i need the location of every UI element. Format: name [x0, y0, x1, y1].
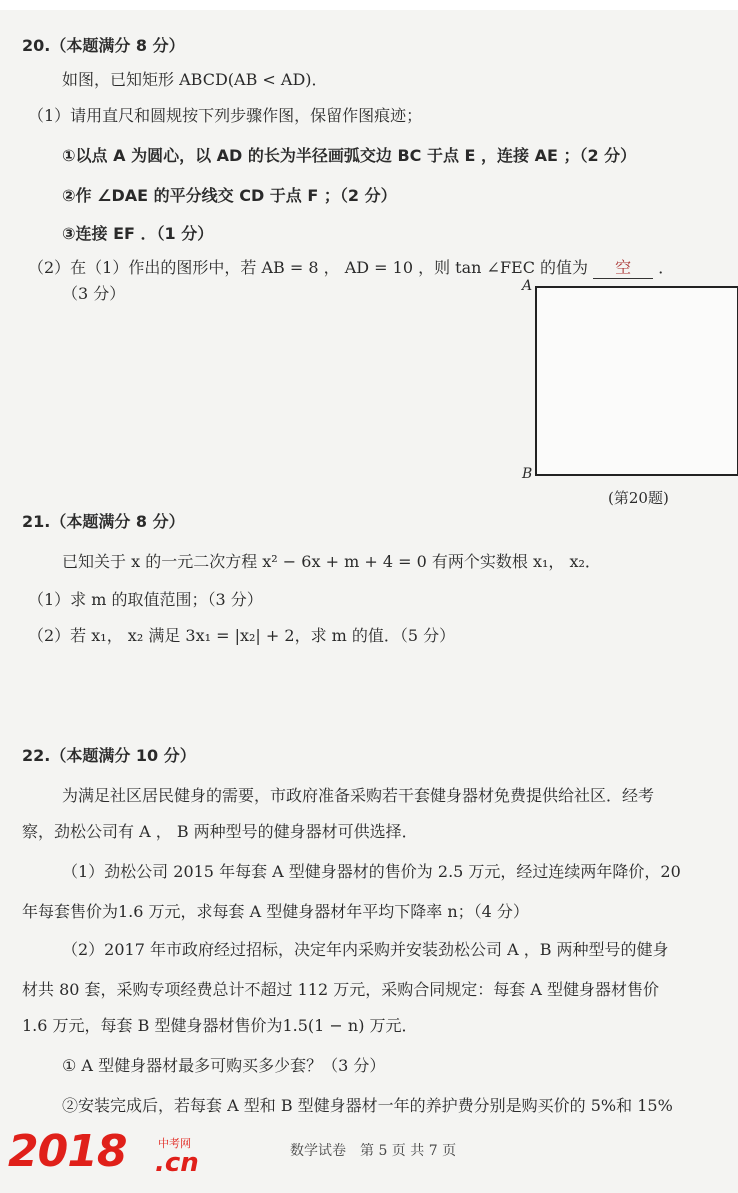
- q20-title: 20.（本题满分 8 分）: [22, 36, 185, 55]
- q22-title: 22.（本题满分 10 分）: [22, 746, 196, 765]
- watermark-domain: .cn: [155, 1148, 199, 1178]
- top-border: [0, 0, 738, 10]
- q20-part2-end: ．: [658, 258, 675, 277]
- q22-line6: 材共 80 套，采购专项经费总计不超过 112 万元，采购合同规定：每套 A 型健身器材售价: [22, 980, 659, 999]
- q22-line5: （2）2017 年市政府经过招标，决定年内采购并安装劲松公司 A ，B 两种型号的健身: [62, 940, 669, 959]
- q22-line2: 察，劲松公司有 A ， B 两种型号的健身器材可供选择．: [22, 822, 418, 841]
- q22-line3: （1）劲松公司 2015 年每套 A 型健身器材的售价为 2.5 万元，经过连续两年降价，20: [62, 862, 681, 881]
- q20-part1: [28, 106, 422, 126]
- q22-line1: 为满足社区居民健身的需要，市政府准备采购若干套健身器材免费提供给社区．经考: [62, 786, 655, 805]
- q22-line4: 年每套售价为1.6 万元，求每套 A 型健身器材年平均下降率 n；（4 分）: [22, 902, 529, 921]
- q20-part2-text: （2）在（1）作出的图形中，若 AB = 8 ， AD = 10 ，则 tan ∠FEC 的值为: [28, 258, 589, 277]
- q20-step1: ①以点 A 为圆心，以 AD 的长为半径画弧交边 BC 于点 E ，连接 AE ；（2 分）: [62, 146, 637, 165]
- figure-label-b: B: [522, 466, 533, 482]
- q20-part2: [28, 258, 674, 279]
- rectangle-figure: [535, 286, 738, 476]
- q21-part1: （1）求 m 的取值范围；（3 分）: [28, 590, 263, 609]
- q22-line7: 1.6 万元，每套 B 型健身器材售价为1.5(1 − n) 万元．: [22, 1016, 418, 1035]
- watermark-logo: 2018: [8, 1126, 127, 1177]
- q21-part2: （2）若 x₁， x₂ 满足 3x₁ = |x₂| + 2，求 m 的值．（5 分）: [28, 626, 456, 645]
- figure-label-a: A: [522, 278, 533, 294]
- q22-line9: ②安装完成后，若每套 A 型和 B 型健身器材一年的养护费分别是购买价的 5%和 15%: [62, 1096, 673, 1115]
- page-number: 数学试卷 第 5 页 共 7 页: [290, 1143, 457, 1159]
- q20-step2: ②作 ∠DAE 的平分线交 CD 于点 F ；（2 分）: [62, 186, 397, 205]
- q20-part2-score: （3 分）: [62, 284, 126, 303]
- q22-line8: ① A 型健身器材最多可购买多少套？（3 分）: [62, 1056, 386, 1075]
- q20-step3: ③连接 EF ．（1 分）: [62, 224, 214, 243]
- q20-part1-text: （1）请用直尺和圆规按下列步骤作图，保留作图痕迹；: [28, 106, 423, 125]
- answer-blank: 空: [593, 258, 653, 279]
- q21-title: 21.（本题满分 8 分）: [22, 512, 185, 531]
- figure-caption: (第20题): [608, 489, 669, 507]
- q20-intro: 如图，已知矩形 ABCD(AB < AD)．: [62, 70, 328, 89]
- q21-intro: 已知关于 x 的一元二次方程 x² − 6x + m + 4 = 0 有两个实数根 x₁， x₂．: [62, 552, 601, 571]
- watermark-site-small: 中考网: [158, 1137, 191, 1150]
